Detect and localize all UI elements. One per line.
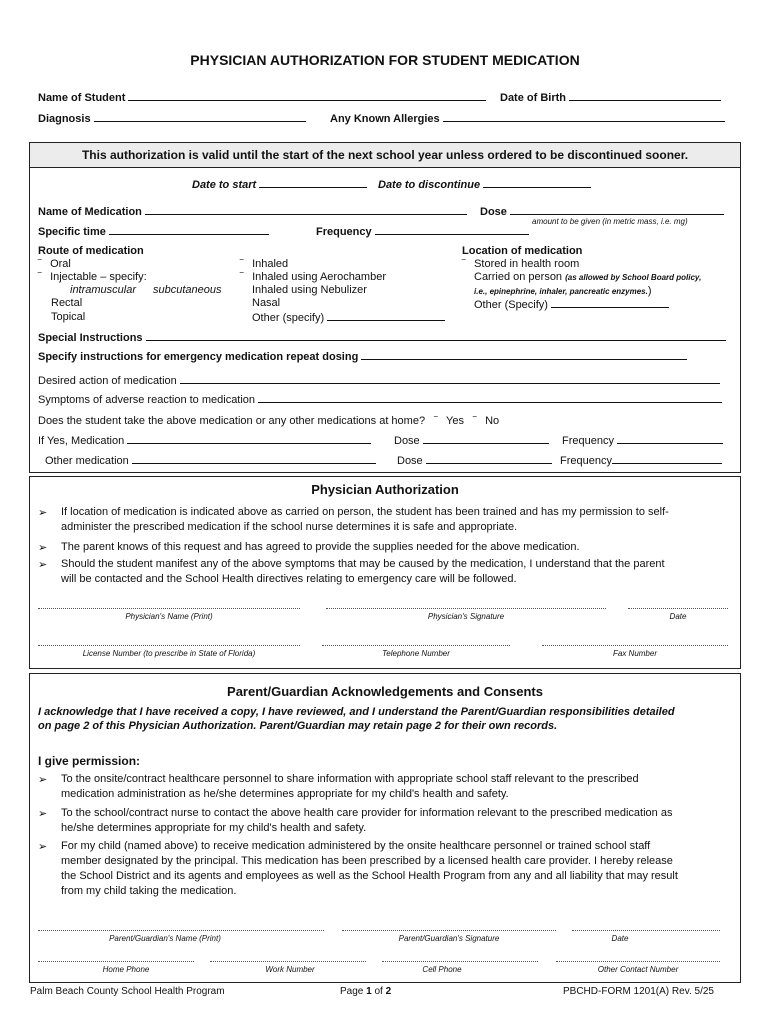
specific-time-label: Specific time <box>38 226 106 238</box>
permission-2a: To the school/contract nurse to contact the above health care provider for information relevant to the prescribed medication as <box>61 807 673 819</box>
if-yes-medication-field[interactable] <box>127 434 371 444</box>
dose-label: Dose <box>480 206 507 218</box>
start-date-label: Date to start <box>192 179 257 191</box>
location-other-field[interactable] <box>551 298 669 308</box>
carried-note-row <box>474 285 652 297</box>
allergies-label: Any Known Allergies <box>330 113 440 125</box>
dose-field[interactable] <box>510 205 724 215</box>
cell-phone-line[interactable] <box>382 961 538 962</box>
if-yes-dose-row <box>394 434 549 447</box>
home-phone-caption: Home Phone <box>102 965 150 974</box>
if-yes-medication-row <box>38 434 371 447</box>
home-meds-question: Does the student take the above medication or any other medications at home? <box>38 415 426 427</box>
emergency-instructions-label: Specify instructions for emergency medication repeat dosing <box>38 351 359 363</box>
if-yes-dose-field[interactable] <box>423 434 549 444</box>
parent-date-caption: Date <box>611 934 629 943</box>
acknowledgement-line-1: I acknowledge that I have received a copy, I have reviewed, and I understand the Parent/Guardian responsibilities detailed <box>38 706 675 718</box>
if-yes-dose-label: Dose <box>394 435 420 447</box>
route-aerochamber[interactable]: ‾ Inhaled using Aerochamber <box>240 271 386 283</box>
parent-title: Parent/Guardian Acknowledgements and Consents <box>227 684 543 699</box>
parent-date-line[interactable] <box>572 930 720 931</box>
footer-page: Page 1 of 2 <box>340 986 392 997</box>
desired-action-label: Desired action of medication <box>38 375 177 387</box>
start-date-row <box>192 178 367 191</box>
physician-date-line[interactable] <box>628 608 728 609</box>
frequency-label: Frequency <box>316 226 372 238</box>
if-yes-medication-label: If Yes, Medication <box>38 435 125 447</box>
route-rectal[interactable]: Rectal <box>51 297 83 309</box>
student-name-row <box>38 91 486 104</box>
cell-phone-caption: Cell Phone <box>422 965 462 974</box>
desired-action-row <box>38 374 720 387</box>
other-dose-row <box>397 454 552 467</box>
bullet-icon: ➢ <box>38 507 48 519</box>
oral-checkbox[interactable]: ‾ <box>38 259 42 270</box>
start-date-field[interactable] <box>259 178 367 188</box>
home-phone-line[interactable] <box>38 961 194 962</box>
route-other-row <box>252 311 445 324</box>
diagnosis-label: Diagnosis <box>38 113 91 125</box>
other-dose-label: Dose <box>397 455 423 467</box>
bullet-icon: ➢ <box>38 542 48 554</box>
bullet-icon: ➢ <box>38 841 48 853</box>
route-intramuscular[interactable]: intramuscular <box>70 284 137 296</box>
physician-name-line[interactable] <box>38 608 300 609</box>
permission-1a: To the onsite/contract healthcare personnel to share information with appropriate school staff relevant to the prescribed <box>61 773 639 785</box>
route-nasal[interactable]: Nasal <box>252 297 281 309</box>
other-frequency-row <box>560 454 722 467</box>
other-dose-field[interactable] <box>426 454 552 464</box>
bullet-icon: ➢ <box>38 808 48 820</box>
physician-bullet-3a: Should the student manifest any of the above symptoms that may be caused by the medication, I understand that the parent <box>61 558 665 570</box>
other-frequency-field[interactable] <box>612 454 722 464</box>
dob-field[interactable] <box>569 91 721 101</box>
telephone-line[interactable] <box>322 645 510 646</box>
permission-heading: I give permission: <box>38 754 141 768</box>
specific-time-field[interactable] <box>109 225 269 235</box>
route-oral[interactable]: ‾ Oral <box>38 258 71 270</box>
physician-bullet-2: The parent knows of this request and has agreed to provide the supplies needed for the above medication. <box>61 541 580 553</box>
aerochamber-checkbox[interactable]: ‾ <box>240 272 244 283</box>
frequency-row <box>316 225 529 238</box>
permission-3b: member designated by the principal. This medication has been prescribed by a licensed health care provider. I hereby release <box>61 855 673 867</box>
parent-name-line[interactable] <box>38 930 324 931</box>
other-medication-field[interactable] <box>132 454 376 464</box>
permission-3d: from my child taking the medication. <box>61 885 237 897</box>
student-name-field[interactable] <box>128 91 486 101</box>
page-total: 2 <box>385 986 392 997</box>
parent-signature-caption: Parent/Guardian's Signature <box>398 934 500 943</box>
no-checkbox[interactable]: ‾ <box>473 416 477 427</box>
health-room-checkbox[interactable]: ‾ <box>462 259 466 270</box>
validity-notice: This authorization is valid until the start of the next school year unless ordered to be discontinued sooner. <box>81 148 689 162</box>
diagnosis-row <box>38 112 306 125</box>
diagnosis-field[interactable] <box>94 112 306 122</box>
route-other-label: Other (specify) <box>252 312 325 324</box>
home-meds-yes[interactable]: ‾ Yes <box>434 415 464 427</box>
fax-caption: Fax Number <box>612 649 657 658</box>
physician-signature-caption: Physician's Signature <box>427 612 505 621</box>
discontinue-date-label: Date to discontinue <box>378 179 481 191</box>
dob-row <box>500 91 721 104</box>
discontinue-date-row <box>378 178 591 191</box>
route-subcutaneous[interactable]: subcutaneous <box>153 284 222 296</box>
fax-line[interactable] <box>542 645 728 646</box>
parent-name-caption: Parent/Guardian's Name (Print) <box>109 934 221 943</box>
special-instructions-field[interactable] <box>146 331 726 341</box>
physician-name-caption: Physician's Name (Print) <box>125 612 213 621</box>
student-name-label: Name of Student <box>38 92 126 104</box>
medication-name-row <box>38 205 467 218</box>
home-meds-no[interactable]: ‾ No <box>473 415 500 427</box>
medication-name-field[interactable] <box>145 205 467 215</box>
bullet-icon: ➢ <box>38 559 48 571</box>
carried-note-close: ) <box>647 285 652 297</box>
permission-1b: medication administration as he/she determines appropriate for my child's health and safety. <box>61 788 509 800</box>
location-other-label: Other (Specify) <box>474 299 548 311</box>
acknowledgement-line-2: on page 2 of this Physician Authorization. Parent/Guardian may retain page 2 for their own records. <box>38 720 558 732</box>
allergies-field[interactable] <box>443 112 725 122</box>
other-contact-caption: Other Contact Number <box>597 965 679 974</box>
license-line[interactable] <box>38 645 300 646</box>
emergency-instructions-field[interactable] <box>361 350 687 360</box>
page-number: 1 <box>366 986 372 997</box>
frequency-field[interactable] <box>375 225 529 235</box>
form-title: PHYSICIAN AUTHORIZATION FOR STUDENT MEDICATION <box>190 52 580 68</box>
dose-hint: amount to be given (in metric mass, i.e. mg) <box>532 217 688 226</box>
footer-program: Palm Beach County School Health Program <box>30 986 225 997</box>
bullet-icon: ➢ <box>38 774 48 786</box>
inhaled-checkbox[interactable]: ‾ <box>240 259 244 270</box>
carried-note-1: (as allowed by School Board policy, <box>565 273 702 282</box>
yes-checkbox[interactable]: ‾ <box>434 416 438 427</box>
if-yes-frequency-row <box>562 434 723 447</box>
route-topical[interactable]: Topical <box>51 311 86 323</box>
desired-action-field[interactable] <box>180 374 720 384</box>
other-contact-line[interactable] <box>556 961 720 962</box>
adverse-reaction-field[interactable] <box>258 393 722 403</box>
injectable-checkbox[interactable]: ‾ <box>38 272 42 283</box>
location-other-row <box>474 298 669 311</box>
carried-note-2: i.e., epinephrine, inhaler, pancreatic enzymes. <box>474 287 648 296</box>
parent-signature-line[interactable] <box>342 930 556 931</box>
specific-time-row <box>38 225 269 238</box>
route-inhaled[interactable]: ‾ Inhaled <box>240 258 289 270</box>
physician-bullet-3b: will be contacted and the School Health directives relating to emergency care will be followed. <box>61 573 517 585</box>
dob-label: Date of Birth <box>500 92 566 104</box>
location-health-room[interactable]: ‾ Stored in health room <box>462 258 580 270</box>
home-meds-question-row <box>38 415 499 427</box>
other-frequency-label: Frequency <box>560 455 612 467</box>
adverse-reaction-row <box>38 393 722 406</box>
allergies-row <box>330 112 725 125</box>
location-carried[interactable]: Carried on person (as allowed by School Board policy, <box>474 271 702 283</box>
license-caption: License Number (to prescribe in State of Florida) <box>82 649 256 658</box>
permission-2b: he/she determines appropriate for my child's health and safety. <box>61 822 367 834</box>
route-nebulizer[interactable]: Inhaled using Nebulizer <box>252 284 367 296</box>
physician-date-caption: Date <box>669 612 687 621</box>
location-heading: Location of medication <box>462 245 583 257</box>
if-yes-frequency-field[interactable] <box>617 434 723 444</box>
physician-bullet-1a: If location of medication is indicated above as carried on person, the student has been trained and has my permission to self- <box>61 506 669 518</box>
route-injectable[interactable]: ‾ Injectable – specify: <box>38 271 147 283</box>
work-number-line[interactable] <box>210 961 366 962</box>
physician-bullet-1b: administer the prescribed medication if the school nurse determines it is safe and appropriate. <box>61 521 518 533</box>
telephone-caption: Telephone Number <box>382 649 450 658</box>
physician-signature-line[interactable] <box>326 608 606 609</box>
discontinue-date-field[interactable] <box>483 178 591 188</box>
emergency-instructions-row <box>38 350 687 363</box>
permission-3c: the School District and its agents and employees as well as the School Health Program from any and all liability that may result <box>61 870 678 882</box>
physician-title: Physician Authorization <box>311 482 459 497</box>
route-other-field[interactable] <box>327 311 445 321</box>
permission-3a: For my child (named above) to receive medication administered by the onsite healthcare personnel or trained school staff <box>61 840 651 852</box>
footer-form-id: PBCHD-FORM 1201(A) Rev. 5/25 <box>563 986 714 997</box>
medication-name-label: Name of Medication <box>38 206 142 218</box>
adverse-reaction-label: Symptoms of adverse reaction to medication <box>38 394 256 406</box>
special-instructions-row <box>38 331 726 344</box>
route-heading: Route of medication <box>38 245 144 257</box>
if-yes-frequency-label: Frequency <box>562 435 614 447</box>
other-medication-label: Other medication <box>45 455 129 467</box>
special-instructions-label: Special Instructions <box>38 332 143 344</box>
work-number-caption: Work Number <box>265 965 315 974</box>
other-medication-row <box>45 454 376 467</box>
